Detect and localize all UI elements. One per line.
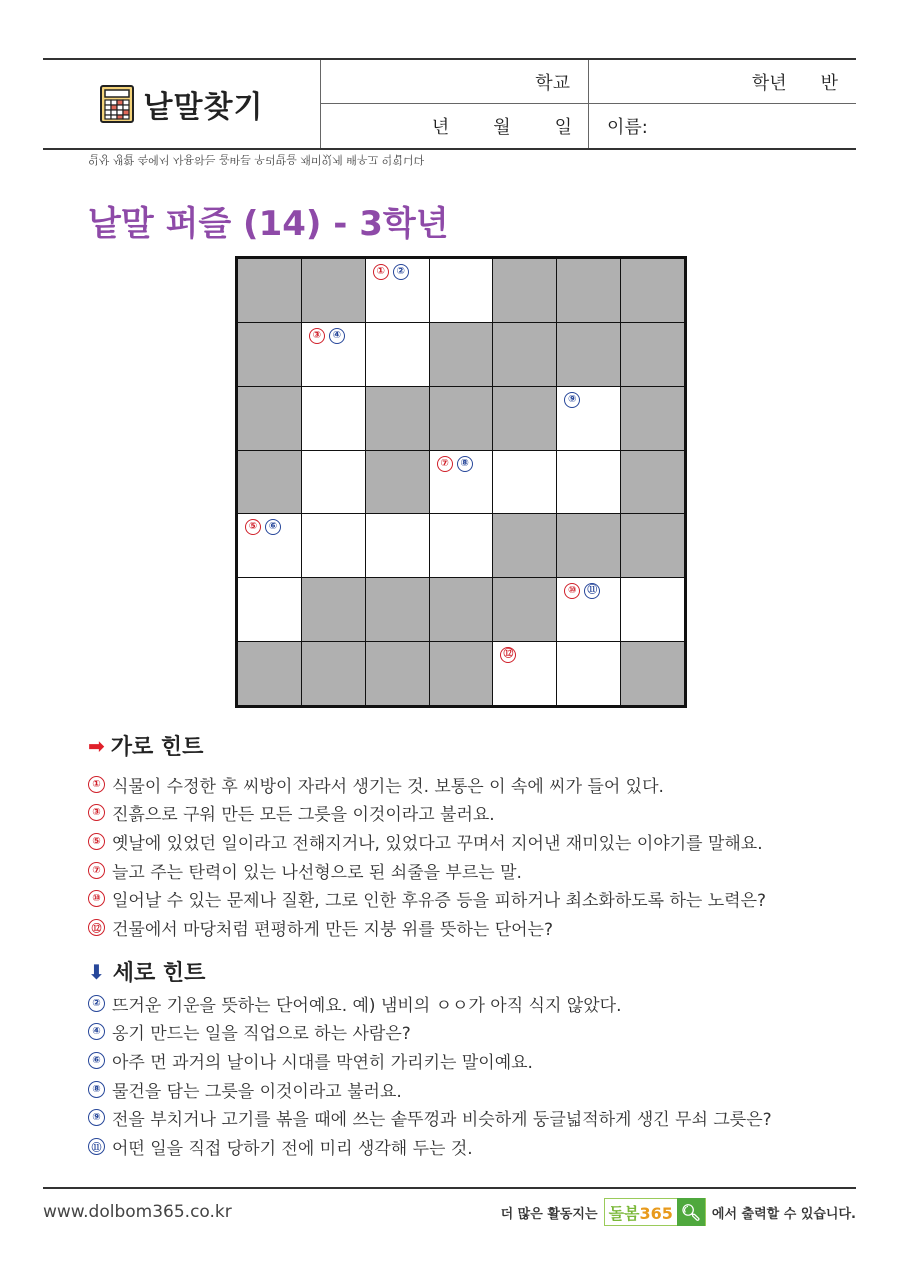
blocked-cell [621,259,684,322]
blocked-cell [238,387,301,450]
answer-cell[interactable] [557,387,620,450]
blocked-cell [493,387,556,450]
clue-number: ⑧ [457,456,473,472]
blocked-cell [366,387,429,450]
hint-number: ⑩ [88,890,105,907]
hint-text: 진흙으로 구워 만든 모든 그릇을 이것이라고 불러요. [112,805,495,826]
answer-cell[interactable] [302,323,365,386]
blocked-cell [366,451,429,514]
answer-cell[interactable] [238,514,301,577]
grade-class-field[interactable] [589,60,856,104]
clue-numbers [373,264,409,280]
app-title: 낱말찾기 [143,90,264,125]
across-hint [88,827,858,856]
right-arrow-icon: ➡ [88,733,105,758]
blocked-cell [366,578,429,641]
blocked-cell [493,323,556,386]
blocked-cell [302,259,365,322]
clue-numbers [437,456,473,472]
across-heading [88,730,203,761]
clue-number: ④ [329,328,345,344]
brand-number: 365 [639,1203,673,1223]
blocked-cell [302,642,365,705]
blocked-cell [238,323,301,386]
answer-cell[interactable] [366,323,429,386]
down-heading-label: 세로 힌트 [112,961,206,986]
search-icon[interactable]: 🔍︎ [677,1198,705,1226]
across-hint [88,884,858,913]
blocked-cell [621,323,684,386]
blocked-cell [493,514,556,577]
clue-number: ⑪ [584,583,600,599]
hint-text: 물건을 담는 그릇을 이것이라고 불러요. [112,1081,402,1102]
hint-number: ④ [88,1023,105,1040]
blocked-cell [557,323,620,386]
clue-number: ⑨ [564,392,580,408]
month-label: 월 [493,117,511,138]
down-hint [88,1046,858,1075]
hint-number: ⑦ [88,862,105,879]
hint-number: ③ [88,804,105,821]
blocked-cell [238,259,301,322]
answer-cell[interactable] [302,387,365,450]
hint-number: ② [88,995,105,1012]
blocked-cell [621,451,684,514]
brand-logo-text [605,1201,677,1224]
class-label: 반 [820,73,838,94]
blocked-cell [238,642,301,705]
brand-name: 돌봄 [608,1203,640,1223]
clue-number: ⑦ [437,456,453,472]
hint-number: ⑪ [88,1138,105,1155]
down-arrow-icon: ⬇ [88,959,105,984]
clue-numbers [564,583,600,599]
answer-cell[interactable] [302,451,365,514]
blocked-cell [366,642,429,705]
hint-text: 옹기 만드는 일을 직업으로 하는 사람은? [112,1024,411,1045]
answer-cell[interactable] [621,578,684,641]
blocked-cell [493,259,556,322]
blocked-cell [557,259,620,322]
answer-cell[interactable] [557,451,620,514]
name-field[interactable] [589,104,856,148]
hint-text: 식물이 수정한 후 씨방이 자라서 생기는 것. 보통은 이 속에 씨가 들어 있다. [112,776,664,797]
clue-numbers [500,647,516,663]
clue-number: ⑫ [500,647,516,663]
school-label: 학교 [535,73,570,94]
hint-text: 건물에서 마당처럼 편평하게 만든 지붕 위를 뜻하는 단어는? [112,919,553,940]
grade-label: 학년 [751,73,787,94]
blocked-cell [302,578,365,641]
answer-cell[interactable] [430,514,493,577]
blocked-cell [430,387,493,450]
hint-number: ⑫ [88,919,105,936]
mirrored-note: 일상 생활 속에서 사용하는 올바른 우리말을 재미있게 배우고 익힙니다 [88,153,425,166]
across-hint [88,799,858,828]
across-hint [88,770,858,799]
brand-search-box[interactable] [604,1198,706,1226]
across-heading-label: 가로 힌트 [110,735,204,760]
hint-text: 뜨거운 기운을 뜻하는 단어예요. 예) 냄비의 ㅇㅇ가 아직 식지 않았다. [112,995,622,1016]
info-row-1 [321,60,856,104]
clue-numbers [564,392,580,408]
hint-number: ① [88,776,105,793]
clue-numbers [245,519,281,535]
day-label: 일 [554,117,572,138]
hint-text: 어떤 일을 직접 당하기 전에 미리 생각해 두는 것. [112,1138,473,1159]
clue-number: ⑤ [245,519,261,535]
blocked-cell [430,578,493,641]
info-row-2 [321,104,856,148]
footer-divider [43,1187,856,1189]
student-info [321,60,856,148]
worksheet-header [43,58,856,150]
clue-number: ① [373,264,389,280]
answer-cell[interactable] [430,451,493,514]
down-hint [88,1075,858,1104]
year-label: 년 [431,117,450,138]
date-field[interactable] [321,104,589,148]
hint-text: 늘고 주는 탄력이 있는 나선형으로 된 쇠줄을 부르는 말. [112,862,522,883]
promo-banner [501,1198,856,1226]
down-hint [88,1132,858,1161]
promo-after: 에서 출력할 수 있습니다. [711,1206,856,1222]
answer-cell[interactable] [557,578,620,641]
hint-number: ⑥ [88,1052,105,1069]
answer-cell[interactable] [557,642,620,705]
blocked-cell [238,451,301,514]
down-hint [88,1018,858,1047]
answer-cell[interactable] [302,514,365,577]
crossword-grid-icon [100,85,134,123]
blocked-cell [430,323,493,386]
hint-text: 옛날에 있었던 일이라고 전해지거나, 있었다고 꾸며서 지어낸 재미있는 이야기를 말해요. [112,833,763,854]
hint-number: ⑤ [88,833,105,850]
school-field[interactable] [321,60,589,104]
clue-number: ③ [309,328,325,344]
header-logo [43,60,321,148]
answer-cell[interactable] [366,514,429,577]
promo-before: 더 많은 활동지는 [500,1206,598,1222]
site-url[interactable]: www.dolbom365.co.kr [43,1202,232,1222]
hint-text: 아주 먼 과거의 날이나 시대를 막연히 가리키는 말이예요. [112,1052,533,1073]
blocked-cell [557,514,620,577]
answer-cell[interactable] [430,259,493,322]
across-hint [88,856,858,885]
answer-cell[interactable] [493,451,556,514]
answer-cell[interactable] [366,259,429,322]
clue-numbers [309,328,345,344]
hint-text: 일어날 수 있는 문제나 질환, 그로 인한 후유증 등을 피하거나 최소화하도록 하는 노력은? [112,891,767,912]
puzzle-title: 낱말 퍼즐 (14) - 3학년 [88,204,449,244]
hint-text: 전을 부치거나 고기를 볶을 때에 쓰는 솥뚜껑과 비슷하게 둥글넓적하게 생긴 무쇠 그릇은? [112,1110,772,1131]
name-label: 이름: [607,117,648,138]
down-heading [88,956,205,987]
hint-number: ⑨ [88,1109,105,1126]
answer-cell[interactable] [238,578,301,641]
down-hint-list [88,989,858,1161]
down-hint [88,989,858,1018]
across-hint [88,913,858,942]
across-hint-list [88,770,858,942]
blocked-cell [621,642,684,705]
hint-number: ⑧ [88,1081,105,1098]
blocked-cell [621,387,684,450]
blocked-cell [621,514,684,577]
answer-cell[interactable] [493,642,556,705]
clue-number: ② [393,264,409,280]
crossword-grid [235,256,687,708]
clue-number: ⑥ [265,519,281,535]
blocked-cell [430,642,493,705]
down-hint [88,1103,858,1132]
clue-number: ⑩ [564,583,580,599]
blocked-cell [493,578,556,641]
